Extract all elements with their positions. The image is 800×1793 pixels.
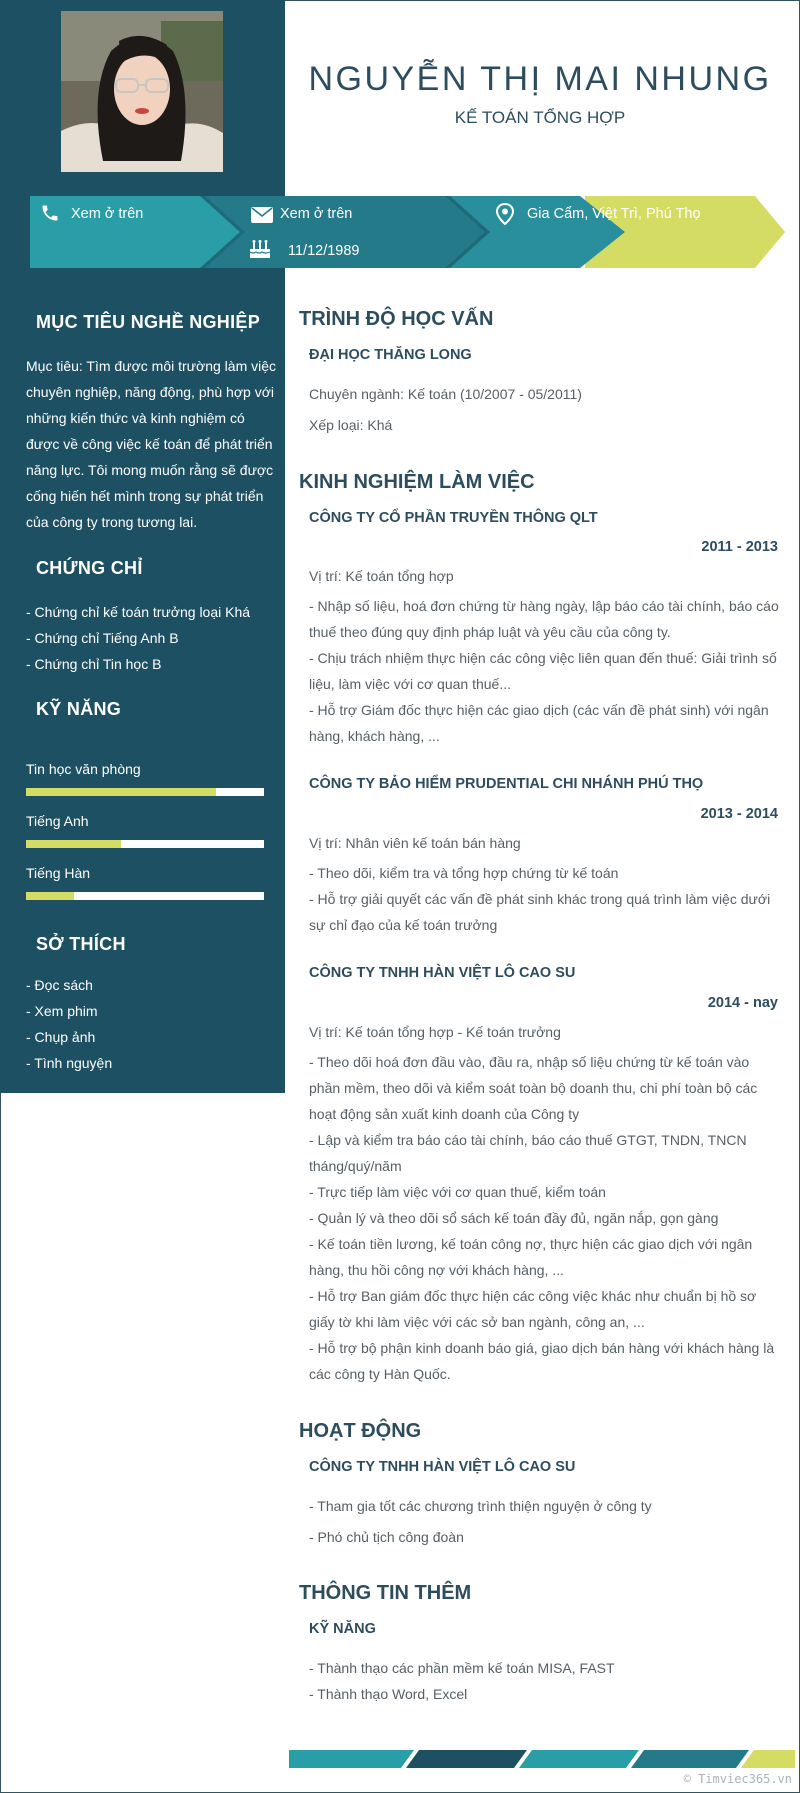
candidate-name: NGUYỄN THỊ MAI NHUNG [308, 60, 772, 98]
certificate-item: - Chứng chỉ kế toán trưởng loại Khá [26, 604, 251, 620]
email-value: Xem ở trên [280, 206, 353, 222]
job-title: KẾ TOÁN TỔNG HỢP [454, 108, 626, 127]
address-value: Gia Cẩm, Việt Trì, Phú Thọ [527, 206, 701, 222]
activity-org: CÔNG TY TNHH HÀN VIỆT LÔ CAO SU [309, 1459, 576, 1475]
certificates-heading: CHỨNG CHỈ [36, 558, 143, 578]
job-duty: - Hỗ trợ Giám đốc thực hiện các giao dịch (các vấn đề phát sinh) với ngân hàng, khách hàng, ... [309, 702, 769, 744]
hobbies-heading: SỞ THÍCH [36, 934, 126, 954]
skill-bar [26, 892, 264, 900]
objective-heading: MỤC TIÊU NGHỀ NGHIỆP [36, 312, 261, 332]
job-duty: - Trực tiếp làm việc với cơ quan thuế, kiểm toán [309, 1184, 606, 1200]
additional-item: - Thành thạo Word, Excel [309, 1686, 468, 1702]
job-duty: - Kế toán tiền lương, kế toán công nợ, thực hiện các giao dịch với ngân hàng, thu hồi công nợ với khách hàng, ... [309, 1236, 753, 1278]
additional-subheading: KỸ NĂNG [309, 1621, 376, 1637]
skill-bar [26, 788, 264, 796]
education-major: Chuyên ngành: Kế toán (10/2007 - 05/2011) [309, 386, 582, 402]
skill-bar-fill [26, 892, 74, 900]
phone-icon [40, 203, 60, 223]
job-company: CÔNG TY CỔ PHẦN TRUYỀN THÔNG QLT [309, 510, 598, 526]
job-duty: - Theo dõi hoá đơn đầu vào, đầu ra, nhập số liệu chứng từ kế toán vào phần mềm, theo dõi và kiểm soát toàn bộ doanh thu, chi phí toàn bộ các hoạt động sản xuất kinh doanh của Công ty [309, 1054, 758, 1122]
hobby-item: - Xem phim [26, 1003, 98, 1019]
hobby-item: - Chụp ảnh [26, 1029, 96, 1045]
skills-heading: KỸ NĂNG [36, 699, 122, 719]
job-company: CÔNG TY TNHH HÀN VIỆT LÔ CAO SU [309, 965, 576, 981]
additional-item: - Thành thạo các phần mềm kế toán MISA, FAST [309, 1660, 615, 1676]
job-position: Vị trí: Nhân viên kế toán bán hàng [309, 835, 521, 851]
job-company: CÔNG TY BẢO HIỂM PRUDENTIAL CHI NHÁNH PHÚ THỌ [309, 776, 704, 792]
hobby-item: - Tình nguyện [26, 1055, 113, 1071]
job-period: 2013 - 2014 [700, 806, 778, 822]
skill-label: Tiếng Hàn [26, 865, 91, 881]
portrait-photo [61, 11, 223, 172]
contact-ribbon [30, 196, 785, 268]
job-duty: - Lập và kiểm tra báo cáo tài chính, báo cáo thuế GTGT, TNDN, TNCN tháng/quý/năm [309, 1132, 747, 1174]
activity-item: - Phó chủ tịch công đoàn [309, 1529, 464, 1545]
location-pin-icon [495, 203, 515, 225]
activities-heading: HOẠT ĐỘNG [299, 1420, 422, 1442]
skill-label: Tin học văn phòng [26, 761, 141, 777]
skill-bar-fill [26, 840, 121, 848]
education-heading: TRÌNH ĐỘ HỌC VẤN [299, 308, 494, 330]
email-icon [251, 207, 273, 223]
certificate-item: - Chứng chỉ Tiếng Anh B [26, 630, 179, 646]
job-duty: - Nhập số liệu, hoá đơn chứng từ hàng ngày, lập báo cáo tài chính, báo cáo thuế theo đúng quy định pháp luật và yêu cầu của công ty. [309, 598, 779, 640]
job-position: Vị trí: Kế toán tổng hợp [309, 568, 454, 584]
footer-stripe [289, 1750, 795, 1768]
job-duty: - Quản lý và theo dõi sổ sách kế toán đầy đủ, ngăn nắp, gọn gàng [309, 1210, 719, 1226]
certificate-item: - Chứng chỉ Tin học B [26, 656, 162, 672]
watermark: © Timviec365.vn [683, 1772, 792, 1786]
objective-text: Mục tiêu: Tìm được môi trường làm việc chuyên nghiệp, năng động, phù hợp với những kiến thức và kinh nghiệm có được về công việc kế toán để phát triển năng lực. Tôi mong muốn rằng sẽ được cống hiến hết mình trong sự phát triển của công ty trong tương lai. [26, 358, 277, 530]
avatar [61, 11, 223, 172]
job-duty: - Hỗ trợ giải quyết các vấn đề phát sinh khác trong quá trình làm việc dưới sự chỉ đạo của kế toán trưởng [309, 891, 771, 933]
job-period: 2011 - 2013 [701, 539, 778, 555]
job-period: 2014 - nay [707, 995, 778, 1011]
experience-heading: KINH NGHIỆM LÀM VIỆC [299, 471, 535, 493]
birthday-value: 11/12/1989 [288, 243, 360, 259]
school-name: ĐẠI HỌC THĂNG LONG [309, 347, 472, 363]
job-position: Vị trí: Kế toán tổng hợp - Kế toán trưởng [309, 1024, 561, 1040]
skill-bar-fill [26, 788, 216, 796]
phone-value: Xem ở trên [71, 206, 144, 222]
job-duty: - Chịu trách nhiệm thực hiện các công việc liên quan đến thuế: Giải trình số liệu, làm việc với cơ quan thuế... [309, 650, 777, 692]
job-duty: - Hỗ trợ Ban giám đốc thực hiện các công việc khác như chuẩn bị hồ sơ giấy tờ khi làm việc với các sở ban ngành, công an, ... [309, 1288, 757, 1330]
additional-heading: THÔNG TIN THÊM [299, 1582, 472, 1604]
education-grade: Xếp loại: Khá [309, 417, 393, 433]
skill-label: Tiếng Anh [26, 813, 89, 829]
birthday-cake-icon [249, 240, 271, 258]
job-duty: - Hỗ trợ bộ phận kinh doanh báo giá, giao dịch bán hàng với khách hàng là các công ty Hàn Quốc. [309, 1340, 775, 1382]
job-duty: - Theo dõi, kiểm tra và tổng hợp chứng từ kế toán [309, 865, 619, 881]
activity-item: - Tham gia tốt các chương trình thiện nguyện ở công ty [309, 1498, 652, 1514]
hobby-item: - Đọc sách [26, 977, 93, 993]
skill-bar [26, 840, 264, 848]
